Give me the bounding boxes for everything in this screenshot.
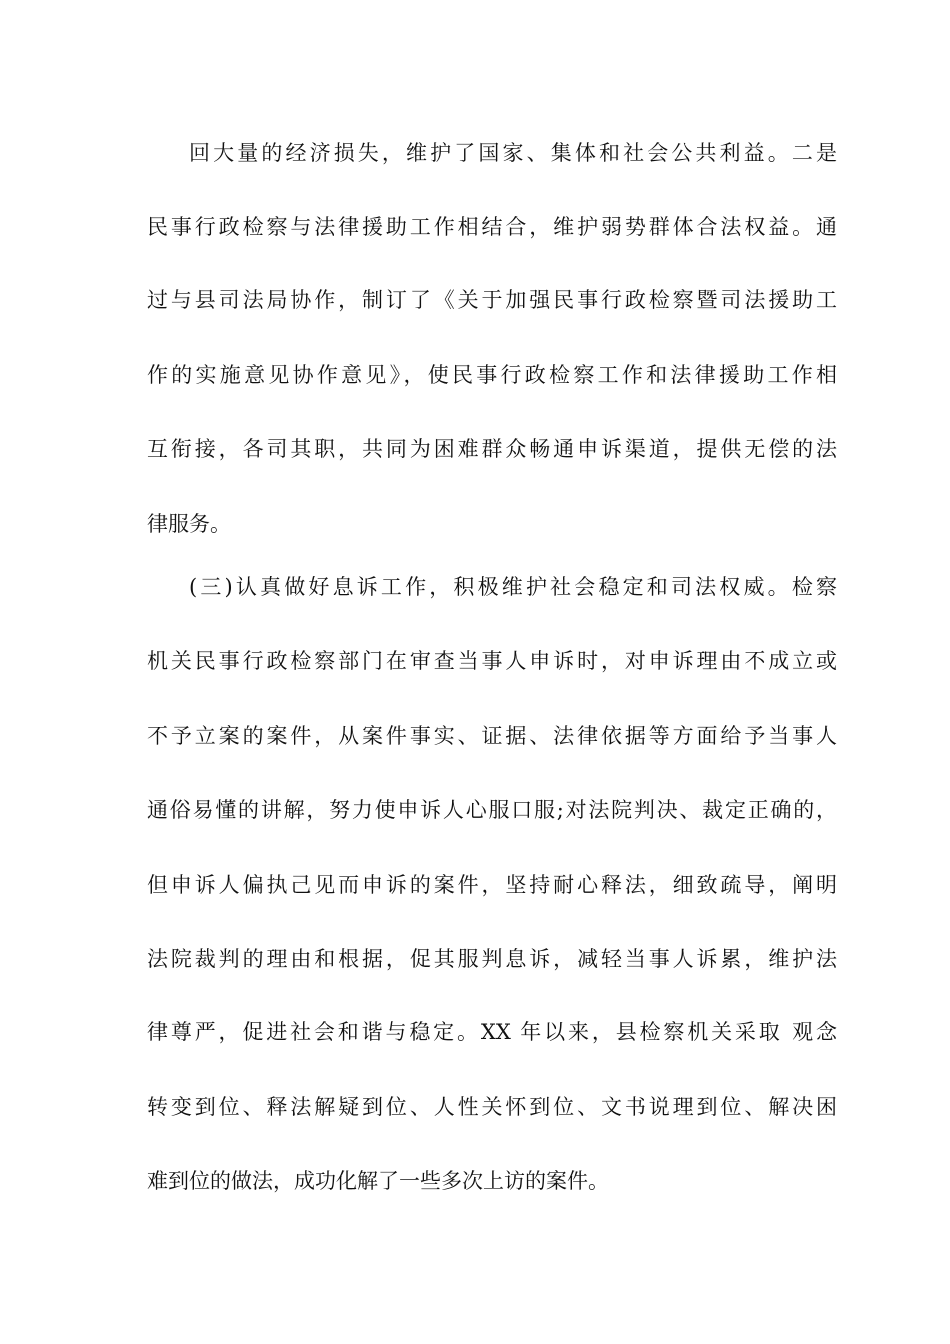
text-line: 互衔接，各司其职，共同为困难群众畅通申诉渠道，提供无偿的法 <box>147 437 837 461</box>
text-line: 法院裁判的理由和根据，促其服判息诉，减轻当事人诉累，维护法 <box>147 947 837 971</box>
text-line: 作的实施意见协作意见》，使民事行政检察工作和法律援助工作相 <box>147 363 837 387</box>
text-line: 转变到位、释法解疑到位、人性关怀到位、文书说理到位、解决困 <box>147 1095 837 1119</box>
text-line: (三)认真做好息诉工作，积极维护社会稳定和司法权威。检察 <box>189 575 837 599</box>
text-line: 不予立案的案件，从案件事实、证据、法律依据等方面给予当事人 <box>147 724 837 748</box>
text-line: 机关民事行政检察部门在审查当事人申诉时，对申诉理由不成立或 <box>147 649 837 673</box>
text-line: 过与县司法局协作，制订了《关于加强民事行政检察暨司法援助工 <box>147 288 837 312</box>
text-line: 回大量的经济损失，维护了国家、集体和社会公共利益。二是 <box>189 141 837 165</box>
text-line: 但申诉人偏执己见而申诉的案件，坚持耐心释法，细致疏导，阐明 <box>147 873 837 897</box>
text-line: 民事行政检察与法律援助工作相结合，维护弱势群体合法权益。通 <box>147 215 837 239</box>
text-line: 律服务。 <box>147 512 231 536</box>
text-line: 律尊严，促进社会和谐与稳定。XX 年以来，县检察机关采取 观念 <box>147 1020 837 1044</box>
text-line: 难到位的做法，成功化解了一些多次上访的案件。 <box>147 1169 609 1193</box>
text-line: 通俗易懂的讲解，努力使申诉人心服口服;对法院判决、裁定正确的， <box>147 798 837 822</box>
